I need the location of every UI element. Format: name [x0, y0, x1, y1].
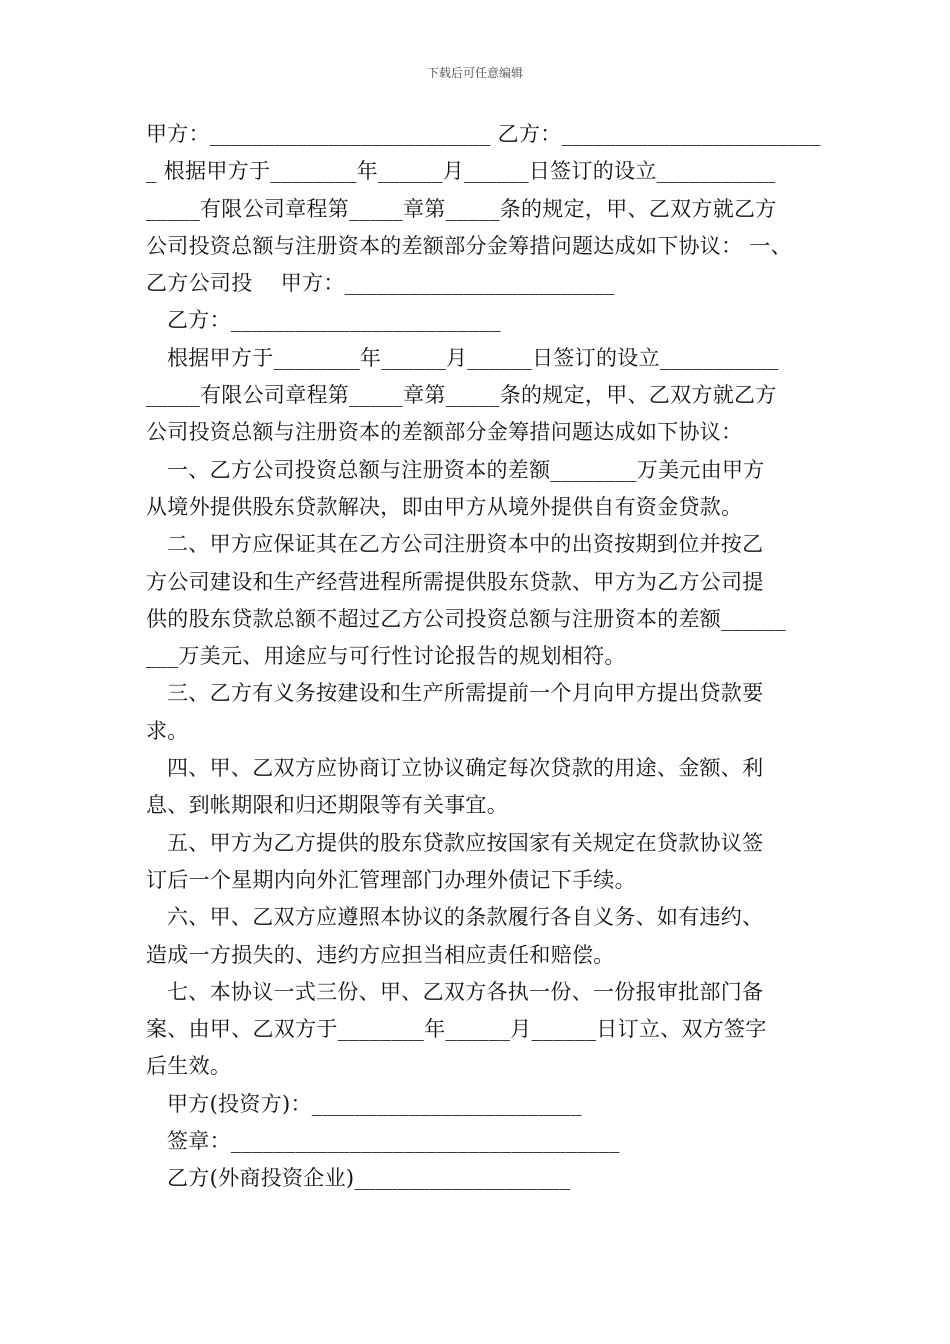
text-line: 从境外提供股东贷款解决，即由甲方从境外提供自有资金贷款。	[146, 494, 743, 519]
text-line: 公司投资总额与注册资本的差额部分金筹措问题达成如下协议： 一、	[146, 233, 792, 258]
text-line: 订后一个星期内向外汇管理部门办理外债记下手续。	[146, 867, 636, 892]
text-line: 息、到帐期限和归还期限等有关事宜。	[146, 793, 509, 818]
text-line: 五、甲方为乙方提供的股东贷款应按国家有关规定在贷款协议签	[167, 830, 764, 855]
text-line: 一、乙方公司投资总额与注册资本的差额________万美元由甲方	[167, 457, 765, 482]
text-line: 四、甲、乙双方应协商订立协议确定每次贷款的用途、金额、利	[167, 756, 764, 781]
text-line: 三、乙方有义务按建设和生产所需提前一个月向甲方提出贷款要	[167, 681, 764, 706]
text-line: 签章：____________________________________	[167, 1129, 620, 1154]
text-line: _____有限公司章程第_____章第_____条的规定，甲、乙双方就乙方	[146, 196, 777, 221]
text-line: 求。	[146, 718, 189, 743]
text-line: _____有限公司章程第_____章第_____条的规定，甲、乙双方就乙方	[146, 383, 777, 408]
text-line: 方公司建设和生产经营进程所需提供股东贷款、甲方为乙方公司提	[146, 569, 764, 594]
text-line: 供的股东贷款总额不超过乙方公司投资总额与注册资本的差额______	[146, 606, 786, 631]
text-line: ___万美元、用途应与可行性讨论报告的规划相符。	[146, 644, 626, 669]
text-line: 后生效。	[146, 1054, 232, 1079]
text-line: 二、甲方应保证其在乙方公司注册资本中的出资按期到位并按乙	[167, 532, 764, 557]
text-line: 根据甲方于________年______月______日签订的设立___________	[167, 345, 779, 370]
text-line: 公司投资总额与注册资本的差额部分金筹措问题达成如下协议：	[146, 420, 743, 445]
text-line: 六、甲、乙双方应遵照本协议的条款履行各自义务、如有违约、	[167, 905, 764, 930]
text-line: 甲方(投资方)：_________________________	[167, 1091, 582, 1116]
page-header: 下载后可任意编辑	[426, 66, 523, 80]
text-line: 造成一方损失的、违约方应担当相应责任和赔偿。	[146, 942, 615, 967]
text-line: 案、由甲、乙双方于________年______月______日订立、双方签字	[146, 1017, 767, 1042]
text-line: 乙方：_________________________	[167, 308, 501, 333]
text-line: 七、本协议一式三份、甲、乙双方各执一份、一份报审批部门备	[167, 979, 764, 1004]
text-line: 乙方(外商投资企业)____________________	[167, 1166, 571, 1191]
text-line: _ 根据甲方于________年______月______日签订的设立___________	[146, 159, 776, 184]
document-body	[146, 116, 822, 1198]
text-line: 甲方：__________________________ 乙方：________________________	[146, 122, 821, 146]
text-line: 乙方公司投 甲方：_________________________	[146, 271, 615, 296]
